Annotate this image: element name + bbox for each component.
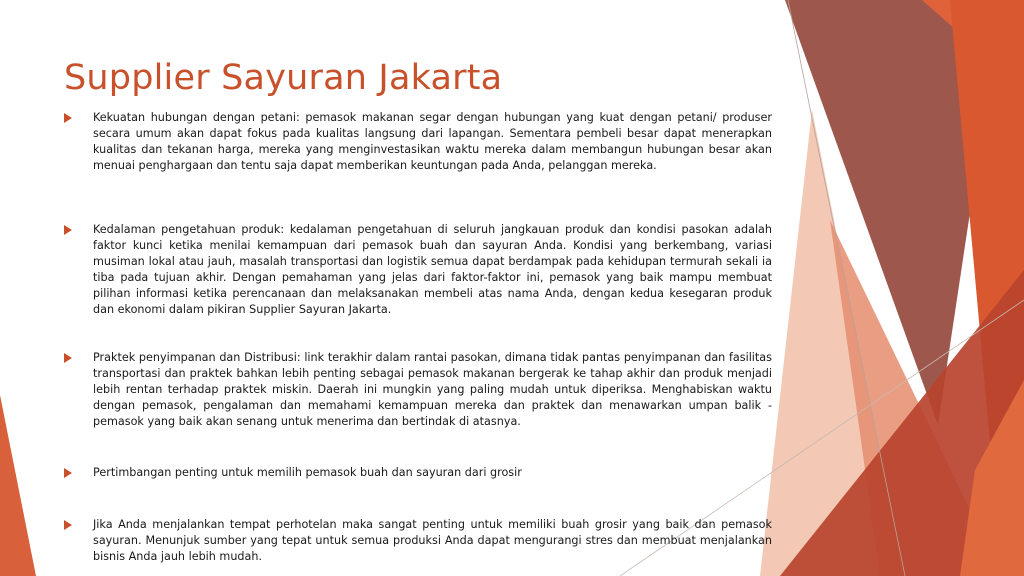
triangle-right-icon — [64, 520, 72, 530]
slide-title: Supplier Sayuran Jakarta — [64, 58, 503, 98]
left-orange-shape — [0, 395, 36, 576]
bullet-text: Kekuatan hubungan dengan petani: pemasok makanan segar dengan hubungan yang kuat dengan petani/ produser secara umum akan dapat fokus pada kualitas langsung dari lapangan. Sementara pembeli besar dapat menerapkan kualitas dan tekanan harga, mereka yang menginvestasikan waktu mereka dalam membangun hubungan besar akan menuai penghargaan dan tentu saja dapat memberikan keuntungan pada Anda, pelanggan mereka. — [93, 111, 772, 172]
triangle-right-icon — [64, 225, 72, 235]
bullet-text: Jika Anda menjalankan tempat perhotelan maka sangat penting untuk memiliki buah grosir yang baik dan pemasok sayuran. Menunjuk sumber yang tepat untuk semua produksi Anda dapat mengurangi stres dan membuat menjalankan bisnis Anda jauh lebih mudah. — [93, 518, 772, 563]
bullet-text: Kedalaman pengetahuan produk: kedalaman pengetahuan di seluruh jangkauan produk dan kondisi pasokan adalah faktor kunci ketika menilai kemampuan dari pemasok buah dan sayuran Anda. Kondisi yang berkembang, variasi musiman lokal atau jauh, masalah transportasi dan logistik semua dapat berdampak pada kehidupan termurah sekali ia tiba pada tujuan akhir. Dengan pemahaman yang jelas dari faktor-faktor ini, pemasok yang baik mampu membuat pilihan informasi ketika perencanaan dan melaksanakan membeli atas nama Anda, dengan kedua kesegaran produk dan ekonomi dalam pikiran Supplier Sayuran Jakarta. — [93, 223, 772, 316]
bullet-item — [64, 350, 772, 430]
bullet-item — [64, 222, 772, 318]
bullet-item — [64, 517, 772, 565]
bullet-text: Pertimbangan penting untuk memilih pemasok buah dan sayuran dari grosir — [93, 466, 522, 479]
triangle-right-icon — [64, 468, 72, 478]
bullet-item — [64, 465, 772, 481]
triangle-right-icon — [64, 113, 72, 123]
bullet-text: Praktek penyimpanan dan Distribusi: link terakhir dalam rantai pasokan, dimana tidak pantas penyimpanan dan fasilitas transportasi dan praktek bahkan lebih penting sebagai pemasok makanan bergerak ke tahap akhir dan produk menjadi lebih rentan terhadap praktek miskin. Daerah ini mungkin yang paling mudah untuk diperiksa. Menghabiskan waktu dengan pemasok, pengalaman dan memahami kemampuan mereka dan praktek dan menawarkan umpan balik - pemasok yang baik akan senang untuk menerima dan bertindak di atasnya. — [93, 351, 772, 428]
bullet-item — [64, 110, 772, 174]
triangle-right-icon — [64, 353, 72, 363]
